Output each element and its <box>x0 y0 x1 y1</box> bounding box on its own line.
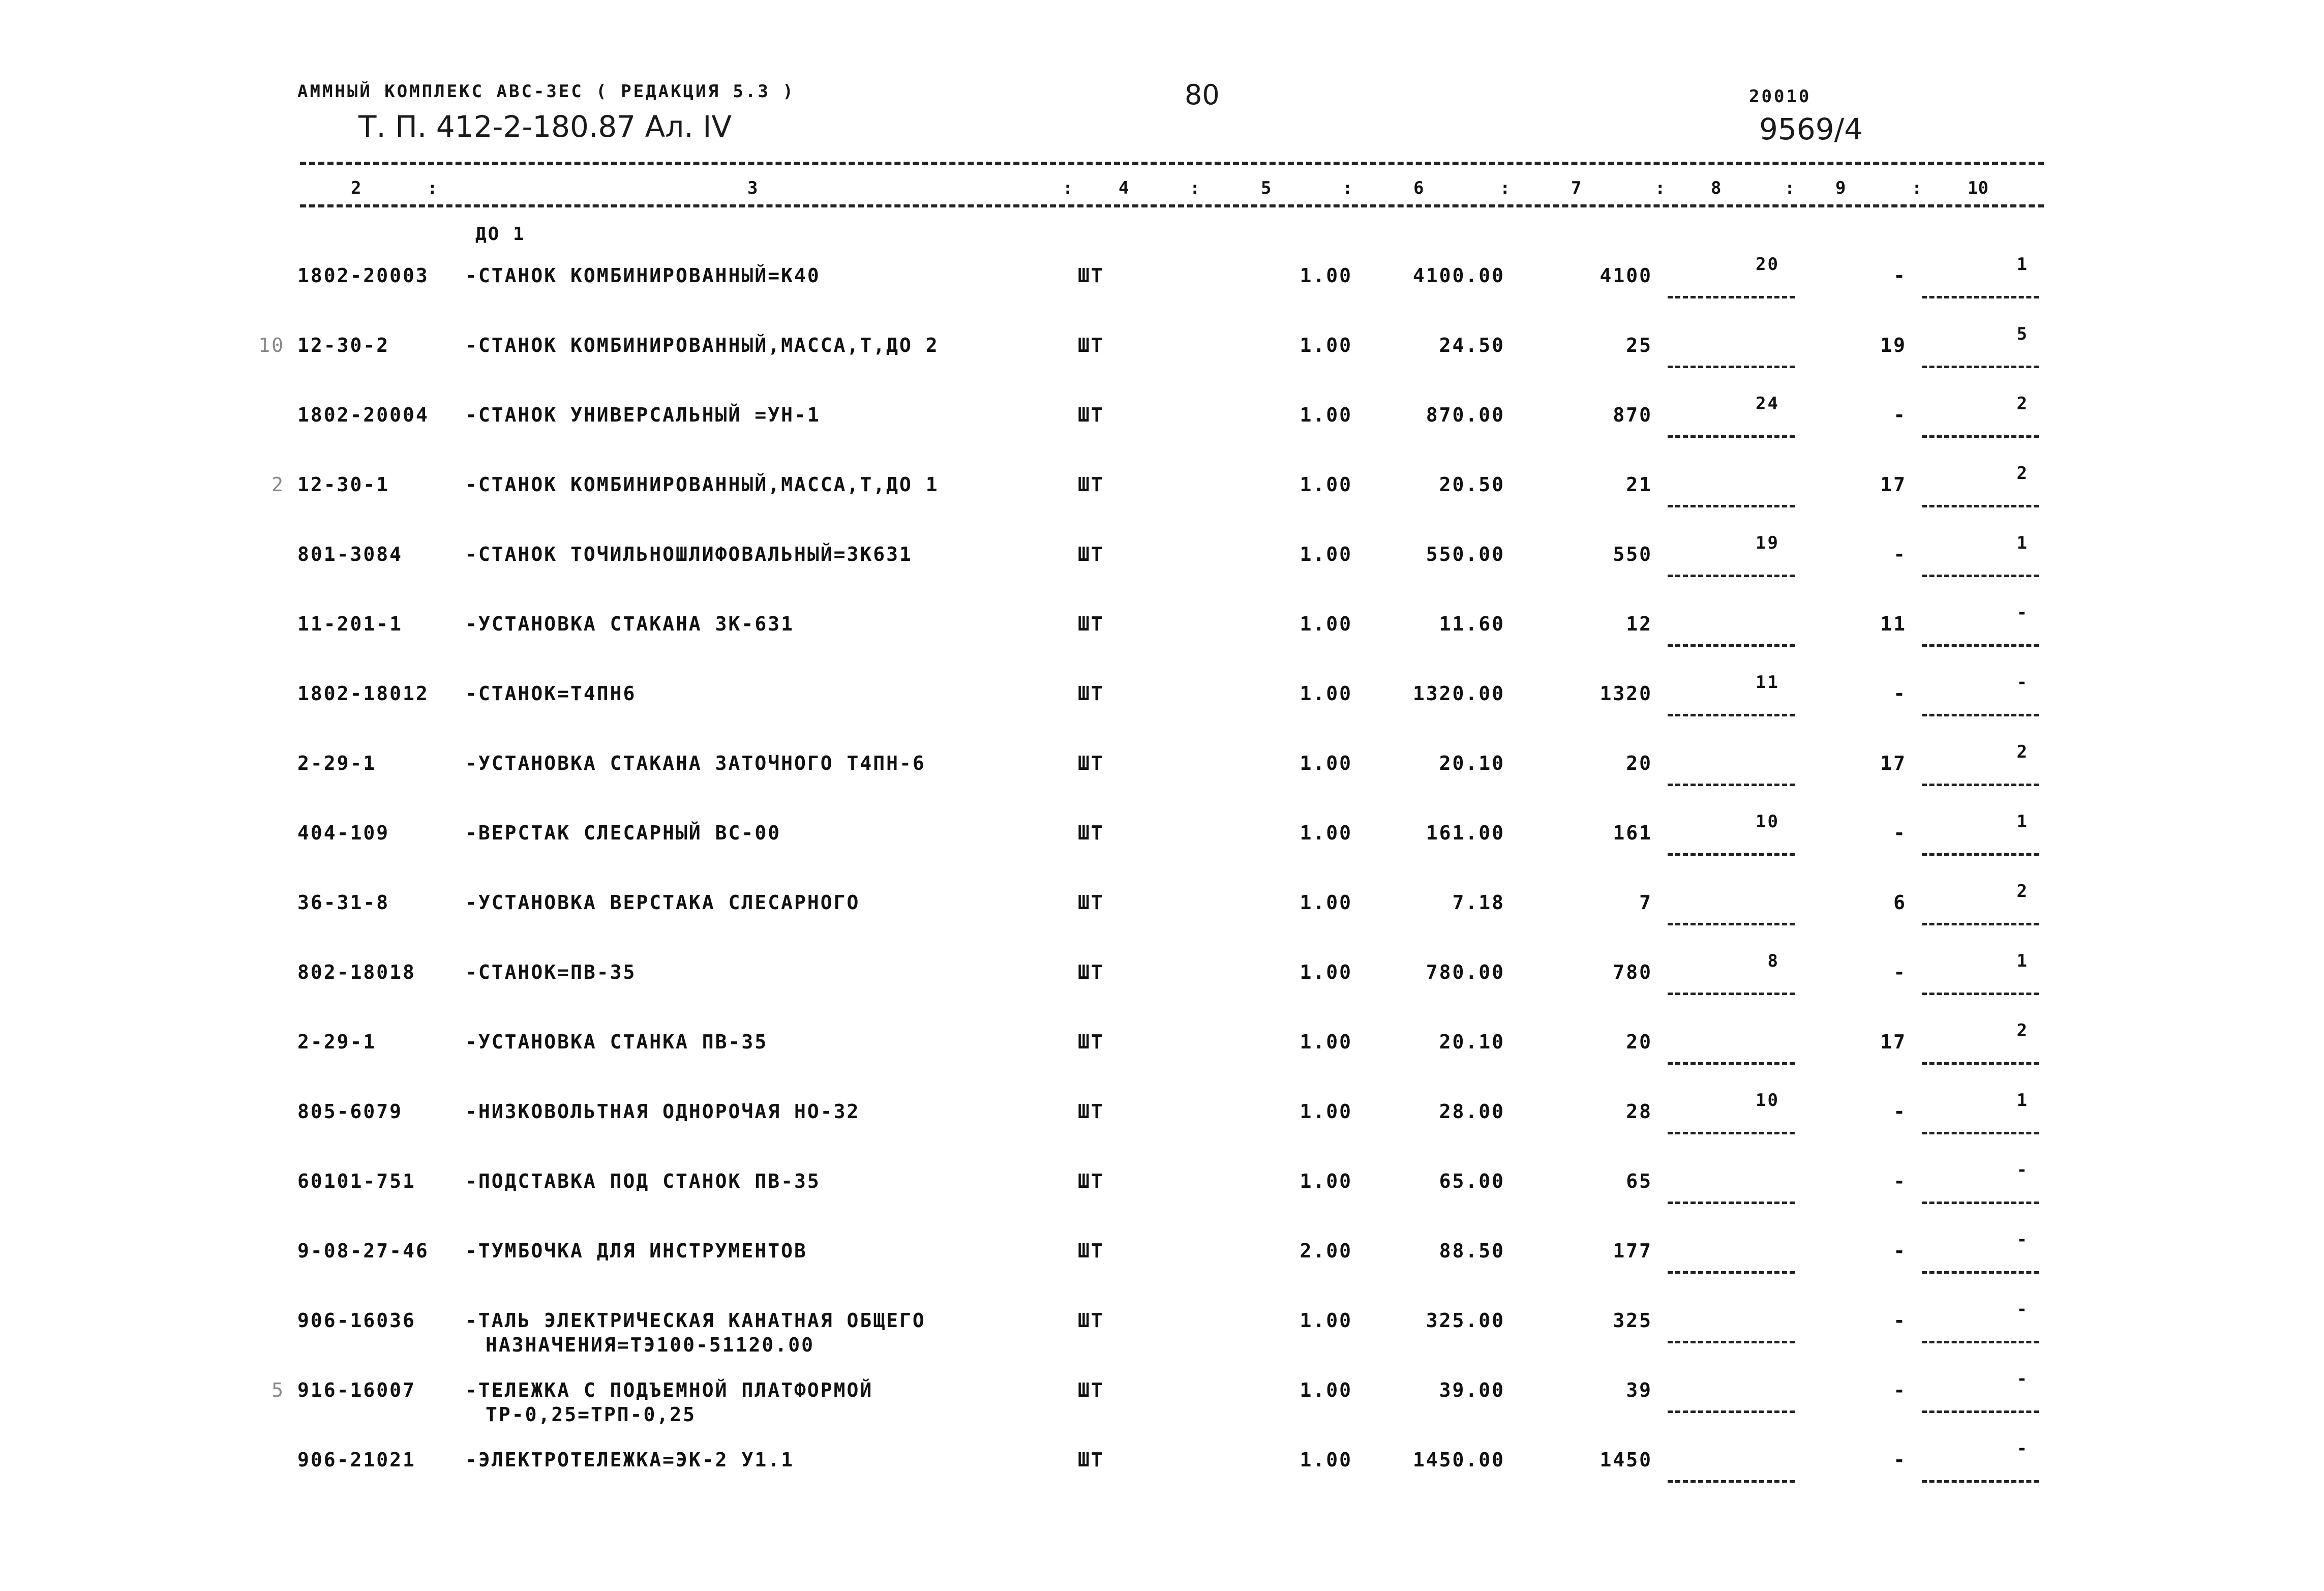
row-code: 906-16036 <box>297 1309 416 1332</box>
row-quantity: 1.00 <box>1300 543 1352 565</box>
row-price: 20.10 <box>1439 752 1505 774</box>
col10-divider <box>1922 1271 2039 1274</box>
row-name-continued: ТР-0,25=ТРП-0,25 <box>486 1403 697 1426</box>
row-unit: ШТ <box>1078 1309 1104 1332</box>
row-code: 404-109 <box>297 822 390 844</box>
col-8: 8 <box>1711 178 1722 198</box>
col-sep: : <box>1342 178 1353 198</box>
row-price: 325.00 <box>1426 1309 1505 1332</box>
row-col10: 2 <box>2016 463 2029 484</box>
row-code: 60101-751 <box>297 1170 416 1192</box>
row-code: 2-29-1 <box>297 1031 377 1053</box>
row-sum: 39 <box>1626 1379 1652 1401</box>
row-price: 780.00 <box>1426 961 1505 983</box>
row-unit: ШТ <box>1078 473 1104 496</box>
row-price: 39.00 <box>1439 1379 1505 1401</box>
system-title: АММНЫЙ КОМПЛЕКС АВС-ЗЕС ( РЕДАКЦИЯ 5.3 ) <box>297 81 795 102</box>
row-margin-number: 10 <box>258 334 285 356</box>
row-unit: ШТ <box>1078 404 1104 426</box>
row-col9: 6 <box>1893 891 1907 914</box>
row-unit: ШТ <box>1078 1100 1104 1123</box>
row-quantity: 1.00 <box>1300 1379 1352 1401</box>
row-sum: 7 <box>1639 891 1652 914</box>
doc-code: 20010 <box>1749 86 1812 107</box>
row-col8: 19 <box>1756 533 1779 553</box>
row-col10: 1 <box>2016 254 2029 275</box>
row-unit: ШТ <box>1078 1379 1104 1401</box>
col10-divider <box>1922 784 2039 786</box>
table-row <box>0 672 2324 738</box>
col8-divider <box>1668 923 1795 925</box>
col-sep: : <box>1655 178 1666 198</box>
col8-divider <box>1668 435 1795 438</box>
row-col10: 1 <box>2016 1090 2029 1110</box>
col-5: 5 <box>1261 178 1272 198</box>
col-7: 7 <box>1571 178 1582 198</box>
row-code: 2-29-1 <box>297 752 377 774</box>
row-sum: 1320 <box>1599 682 1652 705</box>
row-col10: - <box>2016 603 2029 623</box>
row-col9: - <box>1893 1309 1907 1332</box>
col8-divider <box>1668 993 1795 995</box>
row-sum: 21 <box>1626 473 1652 496</box>
row-sum: 780 <box>1613 961 1652 983</box>
table-row <box>0 1438 2324 1505</box>
row-col8: 20 <box>1756 254 1779 275</box>
row-quantity: 1.00 <box>1300 1170 1352 1192</box>
col10-divider <box>1922 296 2039 298</box>
row-col9: - <box>1893 682 1907 705</box>
row-col10: - <box>2016 1299 2029 1319</box>
row-sum: 325 <box>1613 1309 1652 1332</box>
row-col8: 8 <box>1767 951 1779 971</box>
row-name: -СТАНОК КОМБИНИРОВАННЫЙ,МАССА,Т,ДО 1 <box>465 473 939 496</box>
col10-divider <box>1922 366 2039 368</box>
row-col9: - <box>1893 1449 1907 1471</box>
table-row <box>0 1369 2324 1435</box>
row-code: 1802-18012 <box>297 682 429 705</box>
col8-divider <box>1668 505 1795 507</box>
row-quantity: 1.00 <box>1300 1449 1352 1471</box>
row-name: -СТАНОК КОМБИНИРОВАННЫЙ=К40 <box>465 264 821 287</box>
row-code: 12-30-2 <box>297 334 390 356</box>
row-name: -ТЕЛЕЖКА С ПОДЪЕМНОЙ ПЛАТФОРМОЙ <box>465 1379 873 1401</box>
row-sum: 20 <box>1626 752 1652 774</box>
row-quantity: 1.00 <box>1300 613 1352 635</box>
row-code: 36-31-8 <box>297 891 390 914</box>
col8-divider <box>1668 714 1795 716</box>
row-col8: 10 <box>1756 812 1779 832</box>
col-sep: : <box>1063 178 1073 198</box>
col8-divider <box>1668 784 1795 786</box>
table-row <box>0 881 2324 947</box>
row-price: 24.50 <box>1439 334 1505 356</box>
row-quantity: 1.00 <box>1300 1309 1352 1332</box>
sheet-number: 9569/4 <box>1759 112 1863 146</box>
row-name: -СТАНОК КОМБИНИРОВАННЫЙ,МАССА,Т,ДО 2 <box>465 334 939 356</box>
row-quantity: 1.00 <box>1300 822 1352 844</box>
row-name: -ВЕРСТАК СЛЕСАРНЫЙ ВС-00 <box>465 822 781 844</box>
row-col9: - <box>1893 961 1907 983</box>
col8-divider <box>1668 296 1795 298</box>
col10-divider <box>1922 435 2039 438</box>
row-name: -ТУМБОЧКА ДЛЯ ИНСТРУМЕНТОВ <box>465 1240 807 1262</box>
col8-divider <box>1668 1271 1795 1274</box>
col-10: 10 <box>1968 178 1988 198</box>
row-price: 1320.00 <box>1412 682 1505 705</box>
row-price: 4100.00 <box>1412 264 1505 287</box>
row-col9: 17 <box>1880 1031 1907 1053</box>
table-row <box>0 533 2324 599</box>
row-col9: - <box>1893 1379 1907 1401</box>
row-quantity: 1.00 <box>1300 473 1352 496</box>
row-price: 88.50 <box>1439 1240 1505 1262</box>
row-name: -УСТАНОВКА ВЕРСТАКА СЛЕСАРНОГО <box>465 891 860 914</box>
row-sum: 161 <box>1613 822 1652 844</box>
row-quantity: 1.00 <box>1300 1031 1352 1053</box>
table-row <box>0 1299 2324 1365</box>
table-row <box>0 1229 2324 1296</box>
table-row <box>0 951 2324 1017</box>
col10-divider <box>1922 923 2039 925</box>
row-sum: 1450 <box>1599 1449 1652 1471</box>
row-col9: 11 <box>1880 613 1907 635</box>
row-unit: ШТ <box>1078 822 1104 844</box>
row-quantity: 1.00 <box>1300 404 1352 426</box>
row-unit: ШТ <box>1078 682 1104 705</box>
row-col10: 2 <box>2016 394 2029 414</box>
row-col10: 1 <box>2016 812 2029 832</box>
row-unit: ШТ <box>1078 264 1104 287</box>
row-price: 20.50 <box>1439 473 1505 496</box>
col10-divider <box>1922 505 2039 507</box>
col10-divider <box>1922 714 2039 716</box>
row-col9: - <box>1893 1100 1907 1123</box>
top-rule <box>300 162 2044 165</box>
header-rule <box>300 204 2044 207</box>
row-col10: - <box>2016 1369 2029 1389</box>
row-unit: ШТ <box>1078 613 1104 635</box>
col8-divider <box>1668 1132 1795 1134</box>
col-4: 4 <box>1119 178 1129 198</box>
col8-divider <box>1668 1341 1795 1343</box>
row-quantity: 1.00 <box>1300 334 1352 356</box>
row-sum: 4100 <box>1599 264 1652 287</box>
col8-divider <box>1668 853 1795 856</box>
col-9: 9 <box>1835 178 1846 198</box>
row-sum: 177 <box>1613 1240 1652 1262</box>
col10-divider <box>1922 1062 2039 1065</box>
row-sum: 12 <box>1626 613 1652 635</box>
row-sum: 25 <box>1626 334 1652 356</box>
row-unit: ШТ <box>1078 543 1104 565</box>
row-quantity: 1.00 <box>1300 1100 1352 1123</box>
row-col10: - <box>2016 672 2029 693</box>
col10-divider <box>1922 644 2039 647</box>
row-col10: 2 <box>2016 881 2029 902</box>
col10-divider <box>1922 853 2039 856</box>
row-col10: 1 <box>2016 951 2029 971</box>
row-code: 916-16007 <box>297 1379 416 1401</box>
table-row <box>0 254 2324 320</box>
row-col9: - <box>1893 1170 1907 1192</box>
row-col9: 19 <box>1880 334 1907 356</box>
row-col10: 1 <box>2016 533 2029 553</box>
row-sum: 20 <box>1626 1031 1652 1053</box>
col8-divider <box>1668 644 1795 647</box>
row-quantity: 1.00 <box>1300 682 1352 705</box>
row-col9: - <box>1893 1240 1907 1262</box>
row-col8: 11 <box>1756 672 1779 693</box>
row-unit: ШТ <box>1078 752 1104 774</box>
row-col9: - <box>1893 543 1907 565</box>
row-code: 1802-20004 <box>297 404 429 426</box>
row-name-continued: НАЗНАЧЕНИЯ=ТЭ100-51120.00 <box>486 1334 814 1356</box>
table-row <box>0 1090 2324 1156</box>
row-price: 550.00 <box>1426 543 1505 565</box>
row-quantity: 1.00 <box>1300 961 1352 983</box>
column-header <box>0 178 2324 198</box>
col8-divider <box>1668 1062 1795 1065</box>
row-margin-number: 2 <box>271 473 285 496</box>
row-name: -СТАНОК=Т4ПН6 <box>465 682 637 705</box>
row-price: 28.00 <box>1439 1100 1505 1123</box>
table-row <box>0 394 2324 460</box>
col8-divider <box>1668 1202 1795 1204</box>
row-margin-number: 5 <box>271 1379 285 1401</box>
row-sum: 550 <box>1613 543 1652 565</box>
col10-divider <box>1922 1202 2039 1204</box>
project-title: Т. П. 412-2-180.87 Ал. IV <box>358 109 732 144</box>
row-price: 870.00 <box>1426 404 1505 426</box>
row-col9: - <box>1893 404 1907 426</box>
row-price: 11.60 <box>1439 613 1505 635</box>
row-sum: 28 <box>1626 1100 1652 1123</box>
row-col10: - <box>2016 1438 2029 1459</box>
col-2: 2 <box>351 178 361 198</box>
row-col10: 2 <box>2016 742 2029 762</box>
row-col8: 24 <box>1756 394 1779 414</box>
table-row <box>0 463 2324 529</box>
col-6: 6 <box>1413 178 1424 198</box>
row-price: 20.10 <box>1439 1031 1505 1053</box>
row-col10: - <box>2016 1229 2029 1250</box>
row-name: -ТАЛЬ ЭЛЕКТРИЧЕСКАЯ КАНАТНАЯ ОБЩЕГО <box>465 1309 926 1332</box>
col8-divider <box>1668 1480 1795 1483</box>
row-price: 65.00 <box>1439 1170 1505 1192</box>
row-unit: ШТ <box>1078 334 1104 356</box>
page-number: 80 <box>1185 79 1220 111</box>
row-col9: - <box>1893 264 1907 287</box>
row-price: 161.00 <box>1426 822 1505 844</box>
row-quantity: 1.00 <box>1300 264 1352 287</box>
row-name: -ЭЛЕКТРОТЕЛЕЖКА=ЭК-2 У1.1 <box>465 1449 794 1471</box>
row-quantity: 2.00 <box>1300 1240 1352 1262</box>
row-code: 11-201-1 <box>297 613 403 635</box>
col10-divider <box>1922 1480 2039 1483</box>
row-code: 9-08-27-46 <box>297 1240 429 1262</box>
row-col10: 2 <box>2016 1020 2029 1041</box>
col-sep: : <box>1912 178 1922 198</box>
row-sum: 870 <box>1613 404 1652 426</box>
table-row <box>0 742 2324 808</box>
table-row <box>0 324 2324 390</box>
row-code: 805-6079 <box>297 1100 403 1123</box>
col8-divider <box>1668 1410 1795 1413</box>
row-name: -УСТАНОВКА СТАНКА ПВ-35 <box>465 1031 768 1053</box>
col-sep: : <box>1785 178 1795 198</box>
row-name: -НИЗКОВОЛЬТНАЯ ОДНОРОЧАЯ НО-32 <box>465 1100 860 1123</box>
table-row <box>0 1160 2324 1226</box>
row-col9: 17 <box>1880 752 1907 774</box>
col-sep: : <box>427 178 438 198</box>
row-col9: - <box>1893 822 1907 844</box>
col10-divider <box>1922 993 2039 995</box>
row-code: 906-21021 <box>297 1449 416 1471</box>
row-name: -УСТАНОВКА СТАКАНА ЗАТОЧНОГО Т4ПН-6 <box>465 752 926 774</box>
row-col9: 17 <box>1880 473 1907 496</box>
col-sep: : <box>1500 178 1511 198</box>
table-row <box>0 812 2324 878</box>
col8-divider <box>1668 366 1795 368</box>
row-unit: ШТ <box>1078 1031 1104 1053</box>
table-row <box>0 1020 2324 1087</box>
row-price: 7.18 <box>1452 891 1505 914</box>
row-col10: 5 <box>2016 324 2029 344</box>
col10-divider <box>1922 1410 2039 1413</box>
row-name: -СТАНОК УНИВЕРСАЛЬНЫЙ =УН-1 <box>465 404 821 426</box>
section-label: ДО 1 <box>475 224 526 245</box>
row-unit: ШТ <box>1078 1170 1104 1192</box>
row-unit: ШТ <box>1078 1449 1104 1471</box>
col10-divider <box>1922 575 2039 577</box>
col-sep: : <box>1190 178 1200 198</box>
col8-divider <box>1668 575 1795 577</box>
row-price: 1450.00 <box>1412 1449 1505 1471</box>
table-row <box>0 603 2324 669</box>
row-quantity: 1.00 <box>1300 752 1352 774</box>
row-name: -УСТАНОВКА СТАКАНА ЗК-631 <box>465 613 794 635</box>
row-col8: 10 <box>1756 1090 1779 1110</box>
row-code: 801-3084 <box>297 543 403 565</box>
row-sum: 65 <box>1626 1170 1652 1192</box>
row-unit: ШТ <box>1078 1240 1104 1262</box>
row-name: -ПОДСТАВКА ПОД СТАНОК ПВ-35 <box>465 1170 821 1192</box>
col10-divider <box>1922 1132 2039 1134</box>
row-name: -СТАНОК ТОЧИЛЬНОШЛИФОВАЛЬНЫЙ=ЗК631 <box>465 543 913 565</box>
row-unit: ШТ <box>1078 961 1104 983</box>
row-code: 802-18018 <box>297 961 416 983</box>
row-unit: ШТ <box>1078 891 1104 914</box>
row-name: -СТАНОК=ПВ-35 <box>465 961 637 983</box>
col10-divider <box>1922 1341 2039 1343</box>
row-quantity: 1.00 <box>1300 891 1352 914</box>
col-3: 3 <box>747 178 758 198</box>
row-col10: - <box>2016 1160 2029 1180</box>
row-code: 1802-20003 <box>297 264 429 287</box>
row-code: 12-30-1 <box>297 473 390 496</box>
